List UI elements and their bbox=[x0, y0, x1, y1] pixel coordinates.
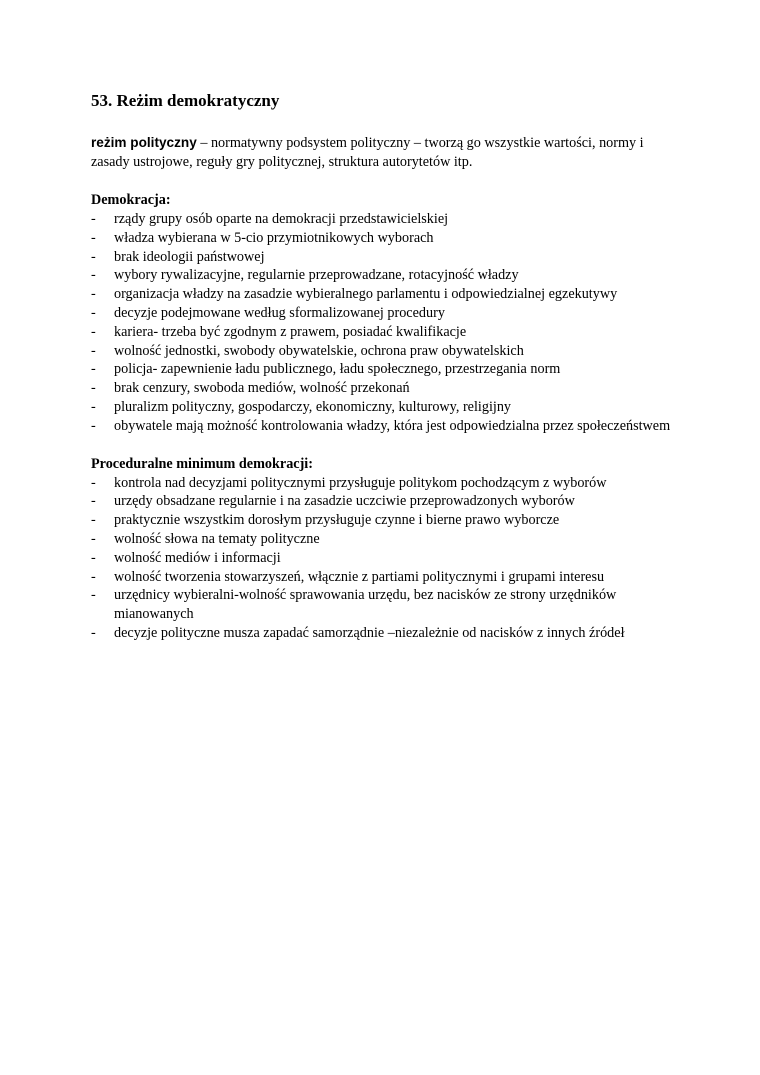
list-item-text: kariera- trzeba być zgodnym z prawem, posiadać kwalifikacje bbox=[114, 323, 467, 340]
list-item bbox=[91, 417, 681, 436]
list-item-text: rządy grupy osób oparte na demokracji przedstawicielskiej bbox=[114, 211, 449, 227]
list-item-text: brak cenzury, swoboda mediów, wolność przekonań bbox=[114, 380, 410, 397]
list-item-text: kontrola nad decyzjami politycznymi przysługuje politykom pochodzącym z wyborów bbox=[114, 474, 607, 491]
dash-marker: - bbox=[91, 304, 96, 321]
list-item bbox=[91, 379, 681, 398]
dash-marker: - bbox=[91, 398, 96, 415]
list-item bbox=[91, 568, 681, 587]
definition-text: – normatywny podsystem polityczny – tworzą go wszystkie wartości, normy i zasady ustrojowe, reguły gry politycznej, struktura autorytetów itp. bbox=[91, 135, 644, 170]
list-item bbox=[91, 210, 681, 229]
list-item bbox=[91, 248, 681, 267]
list-item bbox=[91, 398, 681, 417]
list-item-text: wolność słowa na tematy polityczne bbox=[114, 530, 320, 547]
dash-marker: - bbox=[91, 286, 96, 303]
dash-marker: - bbox=[91, 229, 96, 246]
dash-marker: - bbox=[91, 417, 96, 434]
dash-marker: - bbox=[91, 267, 96, 284]
list-item-text: władza wybierana w 5-cio przymiotnikowych wyborach bbox=[114, 229, 434, 246]
list-item bbox=[91, 586, 681, 624]
list-item-text: wolność mediów i informacji bbox=[114, 549, 281, 566]
list-item-text: pluralizm polityczny, gospodarczy, ekonomiczny, kulturowy, religijny bbox=[114, 398, 512, 415]
list-item-text: urzędy obsadzane regularnie i na zasadzie uczciwie przeprowadzonych wyborów bbox=[114, 493, 575, 510]
dash-marker: - bbox=[91, 493, 96, 510]
list-item-text: praktycznie wszystkim dorosłym przysługuje czynne i bierne prawo wyborcze bbox=[114, 512, 560, 529]
democracy-heading: Demokracja: bbox=[91, 192, 171, 208]
list-item bbox=[91, 323, 681, 342]
dash-marker: - bbox=[91, 474, 96, 491]
list-item-text: wolność tworzenia stowarzyszeń, włącznie z partiami politycznymi i grupami interesu bbox=[114, 568, 605, 585]
dash-marker: - bbox=[91, 512, 96, 529]
procedural-minimum-heading: Proceduralne minimum demokracji: bbox=[91, 455, 313, 472]
list-item-text: wolność jednostki, swobody obywatelskie, ochrona praw obywatelskich bbox=[114, 342, 524, 359]
list-item bbox=[91, 549, 681, 568]
dash-marker: - bbox=[91, 568, 96, 585]
democracy-list bbox=[91, 210, 681, 436]
procedural-minimum-list bbox=[91, 474, 681, 643]
dash-marker: - bbox=[91, 248, 96, 265]
list-item bbox=[91, 229, 681, 248]
dash-marker: - bbox=[91, 342, 96, 359]
page-title: 53. Reżim demokratyczny bbox=[91, 91, 280, 110]
dash-marker: - bbox=[91, 380, 96, 397]
document-content bbox=[91, 90, 681, 643]
list-item bbox=[91, 624, 681, 643]
definition-term: reżim polityczny bbox=[91, 135, 197, 150]
dash-marker: - bbox=[91, 624, 96, 641]
list-item-text: policja- zapewnienie ładu publicznego, ładu społecznego, przestrzegania norm bbox=[114, 361, 561, 378]
list-item bbox=[91, 360, 681, 379]
list-item-text: organizacja władzy na zasadzie wybieralnego parlamentu i odpowiedzialnej egzekutywy bbox=[114, 286, 618, 303]
list-item-text: decyzje polityczne musza zapadać samorządnie –niezależnie od nacisków z innych źródeł bbox=[114, 624, 625, 641]
dash-marker: - bbox=[91, 530, 96, 547]
dash-marker: - bbox=[91, 211, 96, 227]
list-item bbox=[91, 266, 681, 285]
list-item-text: wybory rywalizacyjne, regularnie przeprowadzane, rotacyjność władzy bbox=[114, 267, 519, 284]
list-item-text: decyzje podejmowane według sformalizowanej procedury bbox=[114, 304, 445, 321]
definition-paragraph bbox=[91, 133, 681, 172]
list-item bbox=[91, 492, 681, 511]
list-item-text: urzędnicy wybieralni-wolność sprawowania urzędu, bez nacisków ze strony urzędników mianowanych bbox=[114, 587, 617, 623]
list-item-text: brak ideologii państwowej bbox=[114, 248, 265, 265]
dash-marker: - bbox=[91, 323, 96, 340]
list-item bbox=[91, 511, 681, 530]
list-item bbox=[91, 530, 681, 549]
list-item bbox=[91, 304, 681, 323]
list-item bbox=[91, 474, 681, 493]
list-item bbox=[91, 285, 681, 304]
list-item-text: obywatele mają możność kontrolowania władzy, która jest odpowiedzialna przez społeczeństwem bbox=[114, 417, 671, 434]
dash-marker: - bbox=[91, 549, 96, 566]
list-item bbox=[91, 342, 681, 361]
dash-marker: - bbox=[91, 587, 96, 604]
dash-marker: - bbox=[91, 361, 96, 378]
